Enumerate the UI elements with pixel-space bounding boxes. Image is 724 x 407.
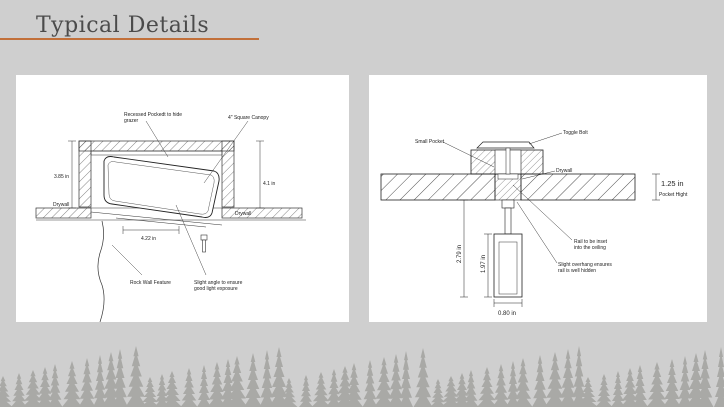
pine-tree-icon xyxy=(197,365,211,407)
pine-tree-icon xyxy=(493,364,510,407)
pine-tree-icon xyxy=(312,372,331,407)
pine-tree-icon xyxy=(388,354,405,407)
canopy-label: 4" Square Canopy xyxy=(228,115,269,121)
mounting-bolt xyxy=(201,235,207,252)
pine-tree-icon xyxy=(363,360,378,407)
fixture-body-height-label: 1.97 in xyxy=(481,254,487,273)
pine-tree-icon xyxy=(126,346,147,407)
height-dimension-label: 3.85 in xyxy=(54,174,70,180)
pine-tree-icon xyxy=(244,353,262,407)
pine-tree-icon xyxy=(62,361,82,407)
pine-tree-icon xyxy=(260,350,275,407)
pine-tree-icon xyxy=(506,361,520,407)
page-title: Typical Details xyxy=(36,13,210,38)
rail-stem xyxy=(502,200,514,234)
pine-tree-icon xyxy=(0,376,13,407)
recessed-pocket-label: Recessed Pockedt to hide xyxy=(124,112,183,118)
pine-tree-icon xyxy=(36,367,54,407)
pine-tree-icon xyxy=(647,362,668,407)
pine-tree-icon xyxy=(430,379,446,407)
pine-tree-icon xyxy=(181,368,198,407)
overhang-note-label-2: rail is well hidden xyxy=(558,268,597,274)
forest-silhouette-decoration xyxy=(0,345,724,407)
toggle-bolt-label: Toggle Bolt xyxy=(563,130,588,136)
pocket-height-label: Pocket Hight xyxy=(659,192,688,198)
pine-tree-icon xyxy=(11,373,27,407)
pine-tree-icon xyxy=(93,355,107,407)
depth-dimension-label: 4.1 in xyxy=(263,181,276,187)
pine-tree-icon xyxy=(611,371,625,407)
small-pocket-label: Small Pocket xyxy=(415,139,445,145)
pine-tree-icon xyxy=(414,348,433,407)
pine-tree-icon xyxy=(596,374,613,407)
pocket-dimension-label: 1.25 in xyxy=(661,179,684,188)
pine-tree-icon xyxy=(399,351,413,407)
pine-tree-icon xyxy=(545,352,566,407)
fixture-width-label: 0.80 in xyxy=(498,311,517,317)
angle-note-label-2: good light exposure xyxy=(194,286,238,292)
rail-pocket-detail xyxy=(369,75,707,322)
grazer-fixture xyxy=(91,157,222,228)
pine-tree-icon xyxy=(79,358,96,407)
pine-tree-icon xyxy=(299,375,313,407)
overhang-note-label: Slight overhang ensures xyxy=(558,262,612,268)
pine-tree-icon xyxy=(374,357,394,407)
drywall-label: Drywall xyxy=(556,168,573,174)
rail-note-label: Rail to be inset xyxy=(574,239,608,245)
pine-tree-icon xyxy=(678,356,693,407)
detail-panel-right xyxy=(369,75,707,322)
drywall-left-label: Drywall xyxy=(53,202,70,208)
width-dimension-label: 4.22 in xyxy=(141,236,157,242)
grazer-pocket-detail xyxy=(16,75,349,322)
pine-tree-icon xyxy=(208,362,227,407)
drywall-right-label: Drywall xyxy=(235,211,252,217)
light-fixture xyxy=(494,234,522,297)
detail-panel-left xyxy=(16,75,349,322)
pine-tree-icon xyxy=(48,364,63,407)
pine-tree-icon xyxy=(477,367,497,407)
title-underline xyxy=(0,38,259,40)
pine-tree-icon xyxy=(23,370,44,407)
pine-tree-icon xyxy=(559,349,577,407)
pine-tree-icon xyxy=(141,377,159,407)
recessed-pocket-label-2: grazer xyxy=(124,118,139,124)
angle-note-label: Slight angle to ensure xyxy=(194,280,243,286)
pine-tree-icon xyxy=(663,359,681,407)
rock-wall xyxy=(36,220,306,322)
fixture-total-height-label: 2.79 in xyxy=(457,244,463,263)
pine-tree-icon xyxy=(532,355,548,407)
rail-note-label-2: into the ceiling xyxy=(574,245,606,251)
rock-wall-label: Rock Wall Feature xyxy=(130,280,171,286)
pine-tree-icon xyxy=(326,369,342,407)
pine-tree-icon xyxy=(714,347,724,407)
